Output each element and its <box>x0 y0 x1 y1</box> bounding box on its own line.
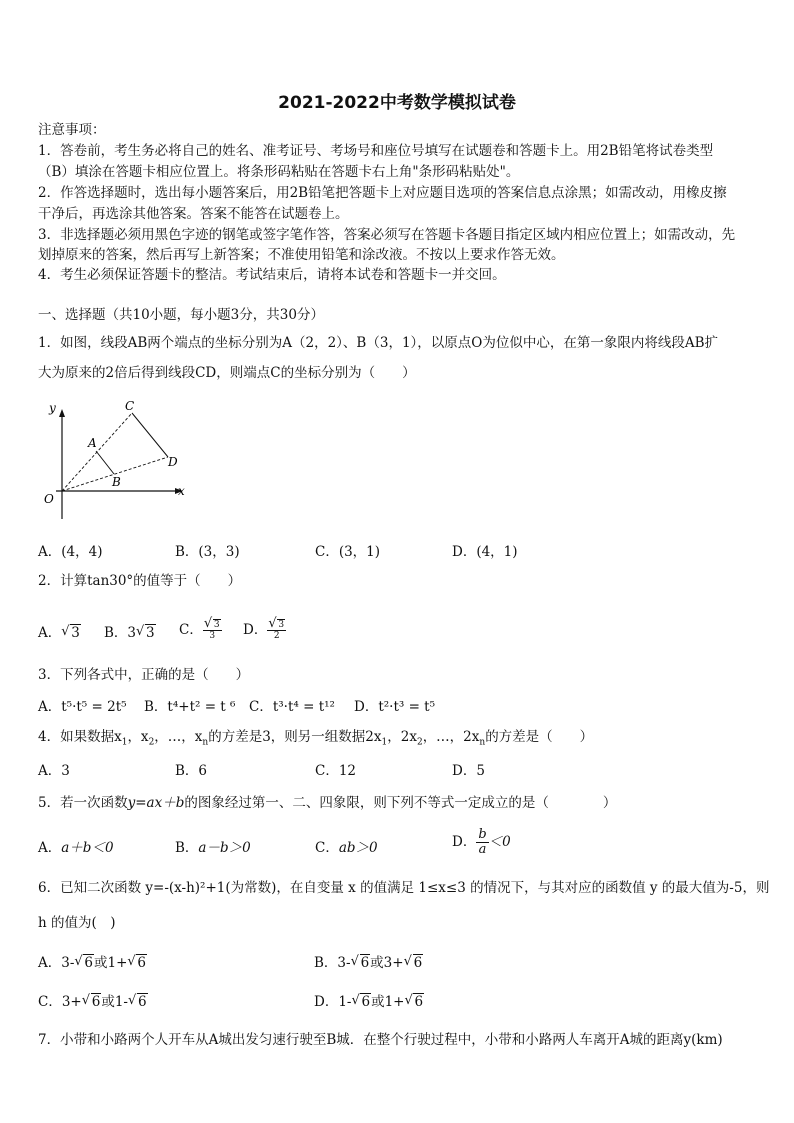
question-3-stem: 3．下列各式中，正确的是（ ） <box>38 667 250 683</box>
option-b[interactable]: B．a－b＞0 <box>175 840 251 856</box>
figure-label-a: A <box>88 436 97 450</box>
option-d[interactable]: D． $\frac{b}{a}$ ＜0 <box>452 827 511 857</box>
question-2-options <box>38 618 760 646</box>
option-a[interactable]: A．t⁵·t⁵ = 2t⁵ <box>38 699 127 715</box>
notice-line: 干净后，再选涂其他答案。答案不能答在试题卷上。 <box>38 206 349 222</box>
option-d[interactable]: D．1-√ 6或1+√ 6 <box>314 990 424 1010</box>
option-c[interactable]: C．12 <box>315 763 357 779</box>
notice-line: 1．答卷前，考生务必将自己的姓名、准考证号、考场号和座位号填写在试题卷和答题卡上。用2B铅笔将试卷类型 <box>38 143 714 159</box>
option-a[interactable]: A．√ 3 <box>38 621 81 641</box>
figure-label-d: D <box>168 455 178 469</box>
figure-label-b: B <box>112 475 121 489</box>
notice-line: 2．作答选择题时，选出每小题答案后，用2B铅笔把答题卡上对应题目选项的答案信息点涂黑；如需改动，用橡皮擦 <box>38 185 727 201</box>
option-c[interactable]: C．ab＞0 <box>315 840 378 856</box>
question-6-options-row-2 <box>38 990 760 1012</box>
figure-label-c: C <box>125 399 135 413</box>
notice-line: 划掉原来的答案，然后再写上新答案；不准使用铅笔和涂改液。不按以上要求作答无效。 <box>38 247 565 263</box>
notice-heading: 注意事项： <box>38 122 106 138</box>
question-4-options <box>38 759 760 781</box>
page-title: 2021-2022中考数学模拟试卷 <box>278 93 516 113</box>
option-a[interactable]: A．a＋b＜0 <box>38 840 114 856</box>
option-b[interactable]: B．3√ 3 <box>104 621 156 641</box>
question-5-options <box>38 828 760 864</box>
option-b[interactable]: B．3-√ 6或3+√ 6 <box>314 951 423 971</box>
notice-line: （B）填涂在答题卡相应位置上。将条形码粘贴在答题卡右上角"条形码粘贴处"。 <box>38 164 520 180</box>
option-a[interactable]: A．3 <box>38 763 70 779</box>
question-6-stem: 6．已知二次函数 y=-(x-h)²+1(为常数)，在自变量 x 的值满足 1≤x≤3 的情况下，与其对应的函数值 y 的最大值为-5，则 <box>38 880 770 896</box>
question-5-stem: 5．若一次函数y=ax＋b的图象经过第一、二、四象限，则下列不等式一定成立的是（ ） <box>38 795 617 811</box>
option-a[interactable]: A．(4，4) <box>38 544 103 560</box>
section-heading: 一、选择题（共10小题，每小题3分，共30分） <box>38 307 324 323</box>
notice-line: 4．考生必须保证答题卡的整洁。考试结束后，请将本试卷和答题卡一并交回。 <box>38 267 506 283</box>
option-d[interactable]: D．5 <box>452 763 485 779</box>
question-1-stem: 1．如图，线段AB两个端点的坐标分别为A（2，2）、B（3，1），以原点O为位似中心，在第一象限内将线段AB扩 <box>38 335 719 351</box>
figure-label-o: O <box>44 492 54 506</box>
option-b[interactable]: B．t⁴+t² = t ⁶ <box>144 699 236 715</box>
option-d[interactable]: D． √ $\frac{3}{2}$ <box>243 618 286 641</box>
figure-label-y: y <box>49 401 56 415</box>
question-1-figure <box>36 395 196 525</box>
notice-line: 3．非选择题必须用黑色字迹的钢笔或签字笔作答，答案必须写在答题卡各题目指定区域内相应位置上；如需改动，先 <box>38 227 736 243</box>
question-4-stem: 4．如果数据$x_1$，$x_2$，…，$x_n$的方差是3，则另一组数据$2x_1$，$2x_2$，…，$2x_n$的方差是（ ） <box>38 729 594 748</box>
option-b[interactable]: B．6 <box>175 763 208 779</box>
option-c[interactable]: C．(3，1) <box>315 544 381 560</box>
question-6-options-row-1 <box>38 951 760 973</box>
question-6-stem: h 的值为( ) <box>38 915 116 931</box>
question-7-stem: 7．小带和小路两个人开车从A城出发匀速行驶至B城．在整个行驶过程中，小带和小路两人车离开A城的距离y(km) <box>38 1032 723 1048</box>
question-3-options <box>38 695 760 717</box>
option-c[interactable]: C．3+√ 6或1-√ 6 <box>38 990 148 1010</box>
question-1-options <box>38 540 760 562</box>
option-c[interactable]: C． √ $\frac{3}{3}$ <box>179 618 222 641</box>
option-d[interactable]: D．t²·t³ = t⁵ <box>354 699 436 715</box>
figure-label-x: x <box>178 484 185 498</box>
question-1-stem: 大为原来的2倍后得到线段CD，则端点C的坐标分别为（ ） <box>38 365 416 381</box>
option-a[interactable]: A．3-√ 6或1+√ 6 <box>38 951 147 971</box>
question-2-stem: 2．计算tan30°的值等于（ ） <box>38 573 242 589</box>
option-d[interactable]: D．(4，1) <box>452 544 518 560</box>
option-b[interactable]: B．(3，3) <box>175 544 240 560</box>
option-c[interactable]: C．t³·t⁴ = t¹² <box>249 699 335 715</box>
